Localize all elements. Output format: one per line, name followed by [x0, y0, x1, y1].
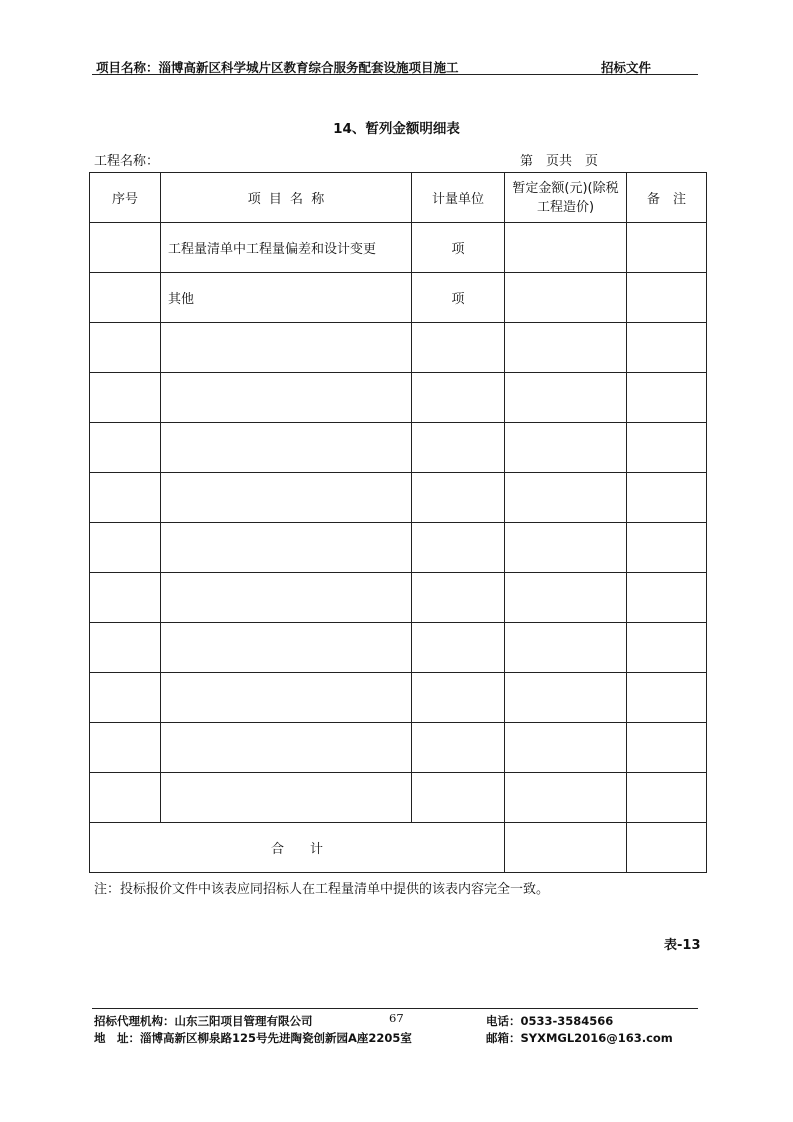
header-doc-type: 招标文件 — [601, 60, 652, 75]
cell-unit — [412, 473, 505, 523]
page-number: 67 — [389, 1011, 404, 1025]
footer-email: 邮箱：SYXMGL2016@163.com — [486, 1031, 673, 1045]
footer-agency: 招标代理机构：山东三阳项目管理有限公司 — [94, 1014, 313, 1028]
cell-unit — [412, 523, 505, 573]
cell-amount — [505, 473, 627, 523]
project-name-label: 工程名称： — [94, 154, 160, 169]
header-remark: 备 注 — [627, 173, 707, 223]
table-row — [90, 773, 707, 823]
cell-amount — [505, 623, 627, 673]
cell-unit — [412, 573, 505, 623]
cell-unit — [412, 323, 505, 373]
cell-amount — [505, 423, 627, 473]
footer-divider — [92, 1008, 698, 1009]
cell-name — [161, 523, 412, 573]
cell-name: 工程量清单中工程量偏差和设计变更 — [161, 223, 412, 273]
cell-name — [161, 623, 412, 673]
table-row — [90, 373, 707, 423]
cell-unit — [412, 373, 505, 423]
cell-name — [161, 473, 412, 523]
cell-unit — [412, 723, 505, 773]
cell-name: 其他 — [161, 273, 412, 323]
table-note: 注：投标报价文件中该表应同招标人在工程量清单中提供的该表内容完全一致。 — [94, 882, 550, 897]
cell-remark — [627, 573, 707, 623]
cell-unit — [412, 773, 505, 823]
cell-remark — [627, 523, 707, 573]
table-row — [90, 273, 707, 323]
cell-amount — [505, 323, 627, 373]
cell-seq — [90, 523, 161, 573]
cell-name — [161, 773, 412, 823]
cell-seq — [90, 273, 161, 323]
cell-remark — [627, 723, 707, 773]
cell-unit — [412, 623, 505, 673]
cell-seq — [90, 623, 161, 673]
table-row — [90, 423, 707, 473]
cell-name — [161, 423, 412, 473]
total-label: 合 计 — [90, 823, 505, 873]
table-row — [90, 573, 707, 623]
header-divider — [92, 74, 698, 75]
cell-seq — [90, 223, 161, 273]
cell-remark — [627, 273, 707, 323]
cell-name — [161, 673, 412, 723]
total-remark — [627, 823, 707, 873]
table-row — [90, 523, 707, 573]
cell-unit: 项 — [412, 273, 505, 323]
cell-seq — [90, 573, 161, 623]
header-seq: 序号 — [90, 173, 161, 223]
cell-seq — [90, 773, 161, 823]
cell-remark — [627, 373, 707, 423]
table-row — [90, 623, 707, 673]
cell-name — [161, 573, 412, 623]
header-project: 项目名称：淄博高新区科学城片区教育综合服务配套设施项目施工 — [96, 60, 459, 75]
cell-seq — [90, 323, 161, 373]
cell-amount — [505, 373, 627, 423]
total-row — [90, 823, 707, 873]
table-row — [90, 473, 707, 523]
page-info: 第 页共 页 — [520, 154, 599, 169]
table-row — [90, 723, 707, 773]
cell-amount — [505, 523, 627, 573]
table-number: 表-13 — [664, 938, 701, 953]
cell-seq — [90, 723, 161, 773]
cell-seq — [90, 373, 161, 423]
cell-unit: 项 — [412, 223, 505, 273]
footer-address: 地 址：淄博高新区柳泉路125号先进陶瓷创新园A座2205室 — [94, 1031, 412, 1045]
cell-seq — [90, 423, 161, 473]
header-name: 项 目 名 称 — [161, 173, 412, 223]
page-title: 14、暂列金额明细表 — [333, 121, 460, 137]
cell-remark — [627, 423, 707, 473]
table-row — [90, 223, 707, 273]
cell-unit — [412, 673, 505, 723]
cell-amount — [505, 773, 627, 823]
total-amount — [505, 823, 627, 873]
table-header-row — [90, 173, 707, 223]
header-unit: 计量单位 — [412, 173, 505, 223]
cell-amount — [505, 673, 627, 723]
table-row — [90, 673, 707, 723]
cell-name — [161, 723, 412, 773]
cell-name — [161, 323, 412, 373]
table-row — [90, 323, 707, 373]
cell-remark — [627, 223, 707, 273]
cell-seq — [90, 673, 161, 723]
footer-phone: 电话：0533-3584566 — [486, 1014, 614, 1028]
cell-amount — [505, 573, 627, 623]
cell-remark — [627, 473, 707, 523]
cell-amount — [505, 273, 627, 323]
cell-amount — [505, 223, 627, 273]
cell-seq — [90, 473, 161, 523]
provisional-sum-table — [89, 172, 707, 873]
cell-amount — [505, 723, 627, 773]
cell-remark — [627, 773, 707, 823]
cell-remark — [627, 673, 707, 723]
header-amount: 暂定金额(元)(除税工程造价) — [505, 173, 627, 223]
cell-name — [161, 373, 412, 423]
cell-unit — [412, 423, 505, 473]
cell-remark — [627, 623, 707, 673]
cell-remark — [627, 323, 707, 373]
